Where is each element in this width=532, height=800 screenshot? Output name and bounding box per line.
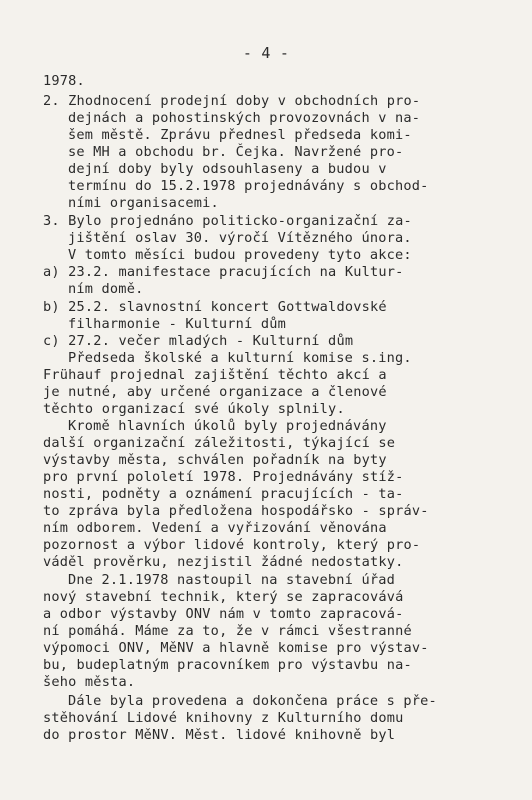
text-line: 1978. xyxy=(43,73,85,89)
text-line: dejní doby byly odsouhlaseny a budou v xyxy=(68,161,387,177)
text-line: Kromě hlavních úkolů byly projednávány xyxy=(68,418,387,434)
page-number: - 4 - xyxy=(242,44,290,62)
text-line: Dne 2.1.1978 nastoupil na stavební úřad xyxy=(68,572,395,588)
text-line: a odbor výstavby ONV nám v tomto zapracová- xyxy=(43,606,404,622)
text-line: 2. Zhodnocení prodejní doby v obchodních pro- xyxy=(43,93,421,109)
text-line: nový stavební technik, který se zapracovává xyxy=(43,589,404,605)
text-line: výstavby města, schválen pořadník na byty xyxy=(43,452,387,468)
text-line: Předseda školské a kulturní komise s.ing. xyxy=(68,350,412,366)
text-line: váděl prověrku, nezjistil žádné nedostatky. xyxy=(43,554,404,570)
text-line: šeho města. xyxy=(43,674,136,690)
text-line: filharmonie - Kulturní dům xyxy=(68,316,286,332)
text-line: Dále byla provedena a dokončena práce s pře- xyxy=(68,693,437,709)
text-line: V tomto měsíci budou provedeny tyto akce: xyxy=(68,247,412,263)
text-line: dejnách a pohostinských provozovnách v na- xyxy=(68,110,421,126)
text-line: 3. Bylo projednáno politicko-organizační za- xyxy=(43,213,412,229)
text-line: termínu do 15.2.1978 projednávány s obchod- xyxy=(68,178,429,194)
text-line: ní pomáhá. Máme za to, že v rámci všestranné xyxy=(43,623,412,639)
text-line: ními organisacemi. xyxy=(68,195,219,211)
text-line: se MH a obchodu br. Čejka. Navržené pro- xyxy=(68,144,404,160)
text-line: pro první pololetí 1978. Projednávány stíž- xyxy=(43,469,404,485)
text-line: šem městě. Zprávu přednesl předseda komi- xyxy=(68,127,412,143)
text-line: nosti, podněty a oznámení pracujících - ta- xyxy=(43,486,404,502)
text-line: další organizační záležitosti, týkající se xyxy=(43,435,396,451)
text-line: bu, budeplatným pracovníkem pro výstavbu na- xyxy=(43,657,412,673)
text-line: a) 23.2. manifestace pracujících na Kultur- xyxy=(43,264,404,280)
text-line: je nutné, aby určené organizace a členové xyxy=(43,384,387,400)
text-line: do prostor MěNV. Měst. lidové knihovně byl xyxy=(43,727,396,743)
text-line: Frühauf projednal zajištění těchto akcí a xyxy=(43,367,387,383)
text-line: c) 27.2. večer mladých - Kulturní dům xyxy=(43,333,354,349)
text-line: výpomoci ONV, MěNV a hlavně komise pro výstav- xyxy=(43,640,429,656)
text-line: b) 25.2. slavnostní koncert Gottwaldovské xyxy=(43,299,387,315)
text-line: ním domě. xyxy=(68,281,144,297)
text-line: pozornost a výbor lidové kontroly, který pro- xyxy=(43,537,421,553)
text-line: stěhování Lidové knihovny z Kulturního domu xyxy=(43,710,404,726)
text-line: jištění oslav 30. výročí Vítězného února. xyxy=(68,230,412,246)
text-line: to zpráva byla předložena hospodářsko - správ- xyxy=(43,503,429,519)
text-line: těchto organizací své úkoly splnily. xyxy=(43,401,345,417)
text-line: ním odborem. Vedení a vyřizování věnována xyxy=(43,520,387,536)
